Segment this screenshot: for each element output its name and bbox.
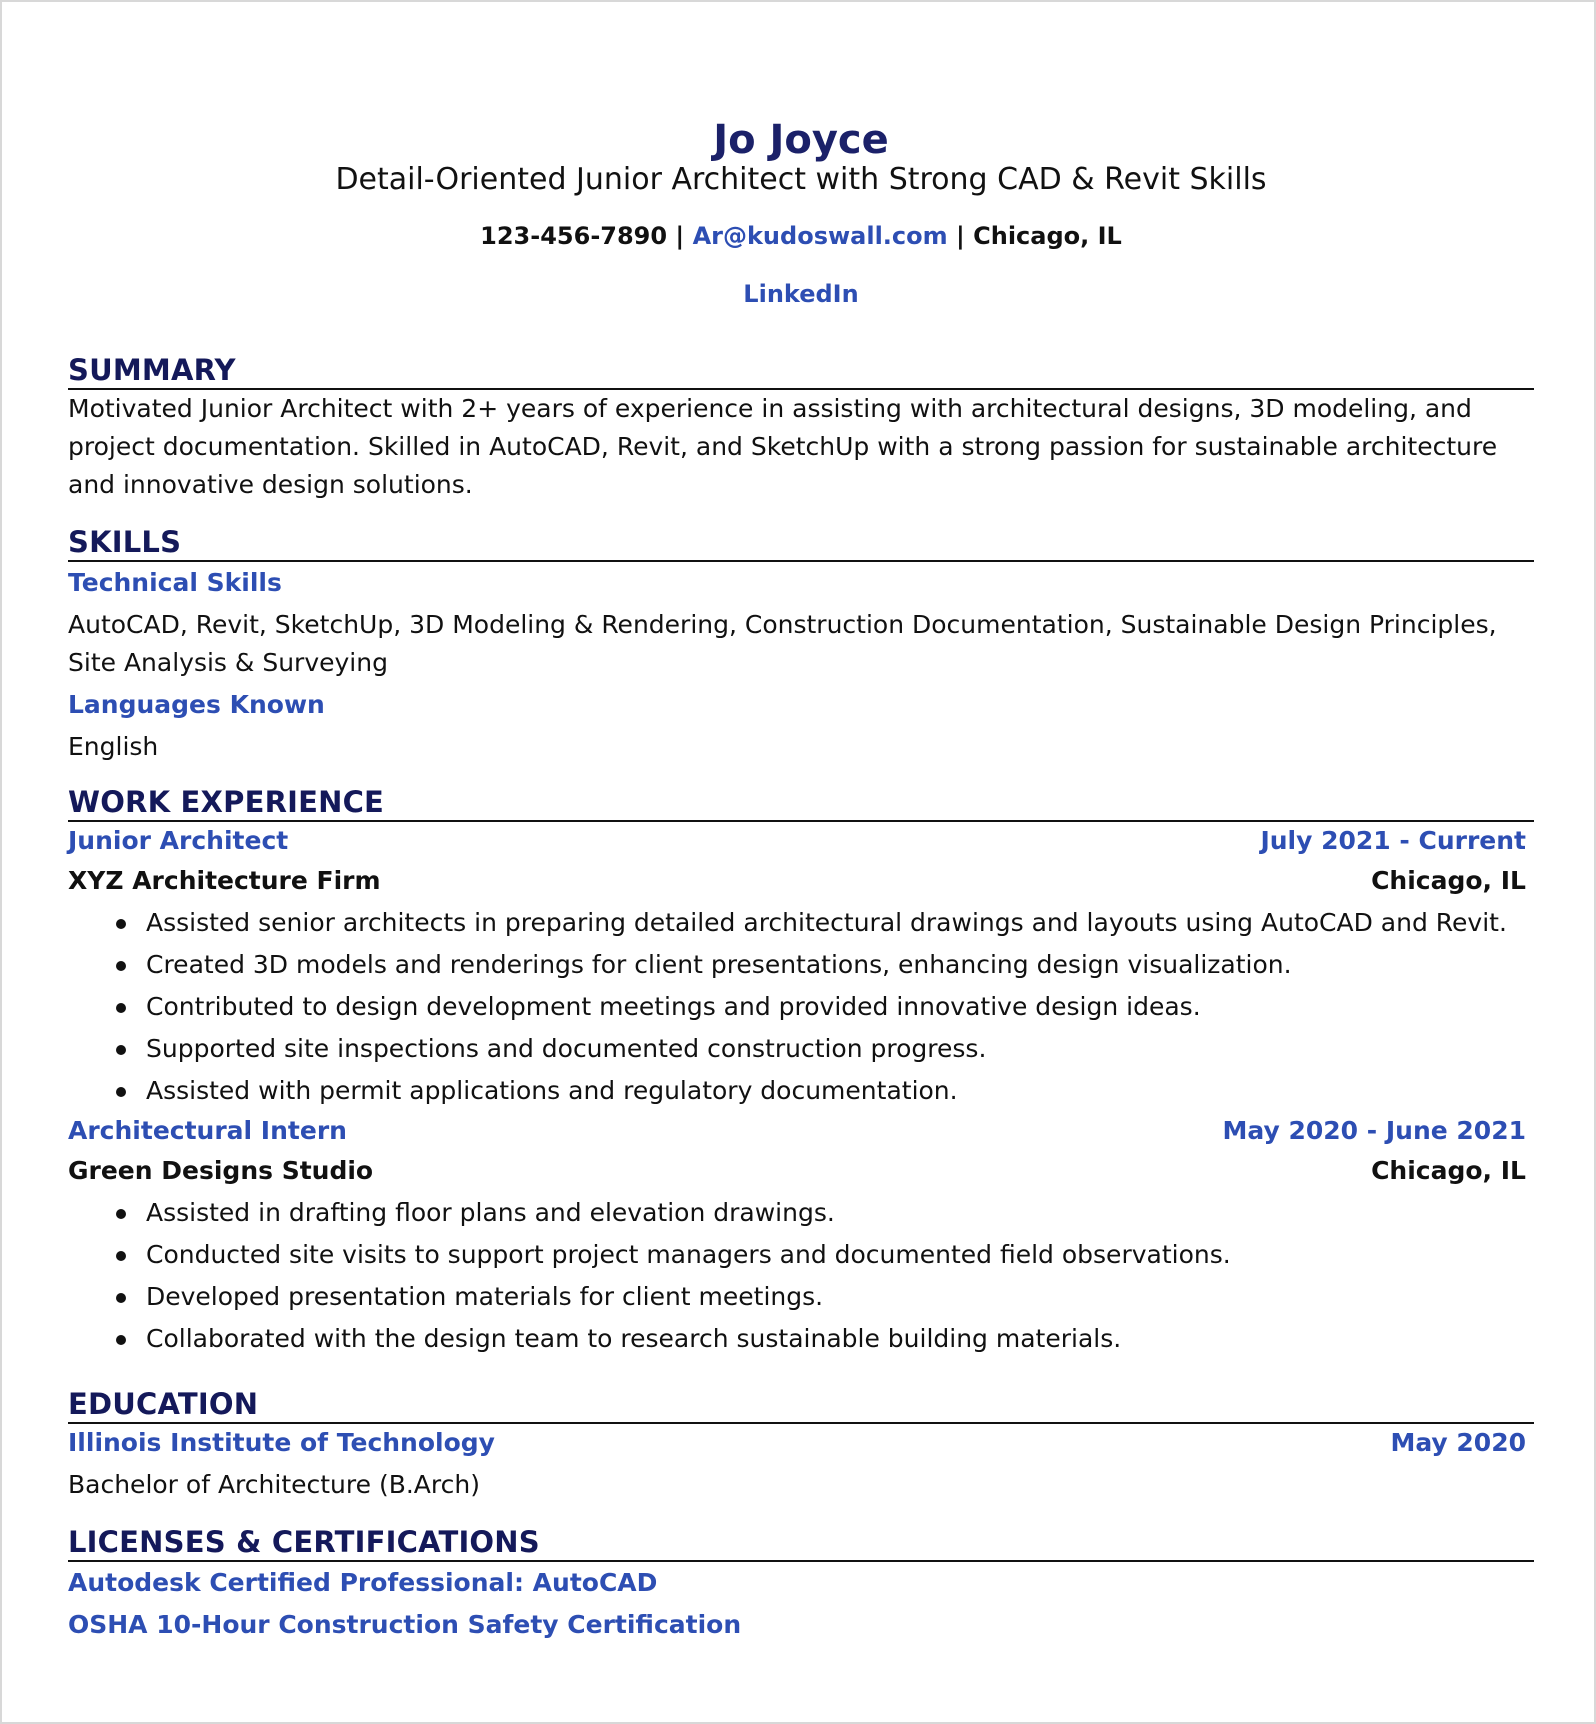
job-company: XYZ Architecture Firm [68, 866, 381, 895]
job-location: Chicago, IL [1371, 1156, 1526, 1185]
contact-separator: | [947, 222, 974, 250]
graduation-date: May 2020 [1390, 1428, 1526, 1457]
section-title: EDUCATION [68, 1386, 1534, 1424]
technical-skills-text: AutoCAD, Revit, SketchUp, 3D Modeling & Rendering, Construction Documentation, Sustainable Design Principles, Site Analysis & Surveying [68, 610, 1497, 677]
languages-text: English [68, 732, 159, 761]
job-location: Chicago, IL [1371, 866, 1526, 895]
job-company: Green Designs Studio [68, 1156, 374, 1185]
degree-text: Bachelor of Architecture (B.Arch) [68, 1470, 480, 1499]
bullet-text: Developed presentation materials for client meetings. [146, 1282, 824, 1311]
contact-separator: | [667, 222, 693, 250]
list-item [146, 1192, 1534, 1234]
list-item [146, 1276, 1534, 1318]
bullet-text: Assisted in drafting floor plans and elevation drawings. [146, 1198, 835, 1227]
bullet-icon [116, 961, 126, 971]
section-title: WORK EXPERIENCE [68, 784, 1534, 822]
list-item [146, 1318, 1534, 1360]
bullet-text: Conducted site visits to support project managers and documented field observations. [146, 1240, 1231, 1269]
bullet-icon [116, 1087, 126, 1097]
bullet-text: Supported site inspections and documented construction progress. [146, 1034, 987, 1063]
list-item [146, 1028, 1534, 1070]
bullet-text: Collaborated with the design team to research sustainable building materials. [146, 1324, 1122, 1353]
technical-skills-label: Technical Skills [68, 568, 282, 597]
bullet-text: Assisted senior architects in preparing detailed architectural drawings and layouts using AutoCAD and Revit. [146, 908, 1507, 937]
bullet-icon [116, 1251, 126, 1261]
list-item [146, 944, 1534, 986]
list-item [146, 1070, 1534, 1112]
candidate-name: Jo Joyce [713, 117, 889, 163]
job-company-row [68, 1150, 1534, 1192]
bullet-text: Created 3D models and renderings for client presentations, enhancing design visualization. [146, 950, 1292, 979]
job-header [68, 822, 1534, 860]
bullet-icon [116, 1209, 126, 1219]
job-role: Junior Architect [68, 826, 289, 855]
phone-number: 123-456-7890 [480, 222, 668, 250]
job-bullets [68, 1192, 1534, 1360]
job-role: Architectural Intern [68, 1116, 347, 1145]
bullet-icon [116, 1045, 126, 1055]
job-header [68, 1112, 1534, 1150]
section-title: SUMMARY [68, 352, 1534, 390]
skills-section [68, 524, 1534, 766]
bullet-text: Contributed to design development meetings and provided innovative design ideas. [146, 992, 1201, 1021]
section-title: LICENSES & CERTIFICATIONS [68, 1524, 1534, 1562]
school-name: Illinois Institute of Technology [68, 1428, 495, 1457]
list-item [146, 1234, 1534, 1276]
linkedin-link[interactable]: LinkedIn [743, 280, 859, 308]
job-bullets [68, 902, 1534, 1112]
job-entry [68, 1112, 1534, 1360]
bullet-icon [116, 1003, 126, 1013]
job-dates: May 2020 - June 2021 [1222, 1116, 1526, 1145]
bullet-icon [116, 1335, 126, 1345]
experience-section [68, 784, 1534, 1360]
job-entry [68, 822, 1534, 1112]
certification-item: OSHA 10-Hour Construction Safety Certification [68, 1610, 742, 1639]
certifications-section [68, 1524, 1534, 1646]
list-item [146, 986, 1534, 1028]
summary-section [68, 352, 1534, 504]
certification-item: Autodesk Certified Professional: AutoCAD [68, 1568, 658, 1597]
candidate-location: Chicago, IL [973, 222, 1122, 250]
bullet-icon [116, 919, 126, 929]
bullet-text: Assisted with permit applications and regulatory documentation. [146, 1076, 958, 1105]
job-company-row [68, 860, 1534, 902]
languages-label: Languages Known [68, 690, 325, 719]
list-item [146, 902, 1534, 944]
education-section [68, 1386, 1534, 1504]
section-title: SKILLS [68, 524, 1534, 562]
candidate-headline: Detail-Oriented Junior Architect with Strong CAD & Revit Skills [335, 162, 1267, 197]
bullet-icon [116, 1293, 126, 1303]
education-header [68, 1424, 1534, 1462]
email-link[interactable]: Ar@kudoswall.com [692, 222, 948, 250]
job-dates: July 2021 - Current [1260, 826, 1526, 855]
contact-line [68, 220, 1534, 252]
summary-text: Motivated Junior Architect with 2+ years of experience in assisting with architectural designs, 3D modeling, and project documentation. Skilled in AutoCAD, Revit, and SketchUp with a strong passion for sustainable architecture and innovative design solutions. [68, 394, 1498, 499]
